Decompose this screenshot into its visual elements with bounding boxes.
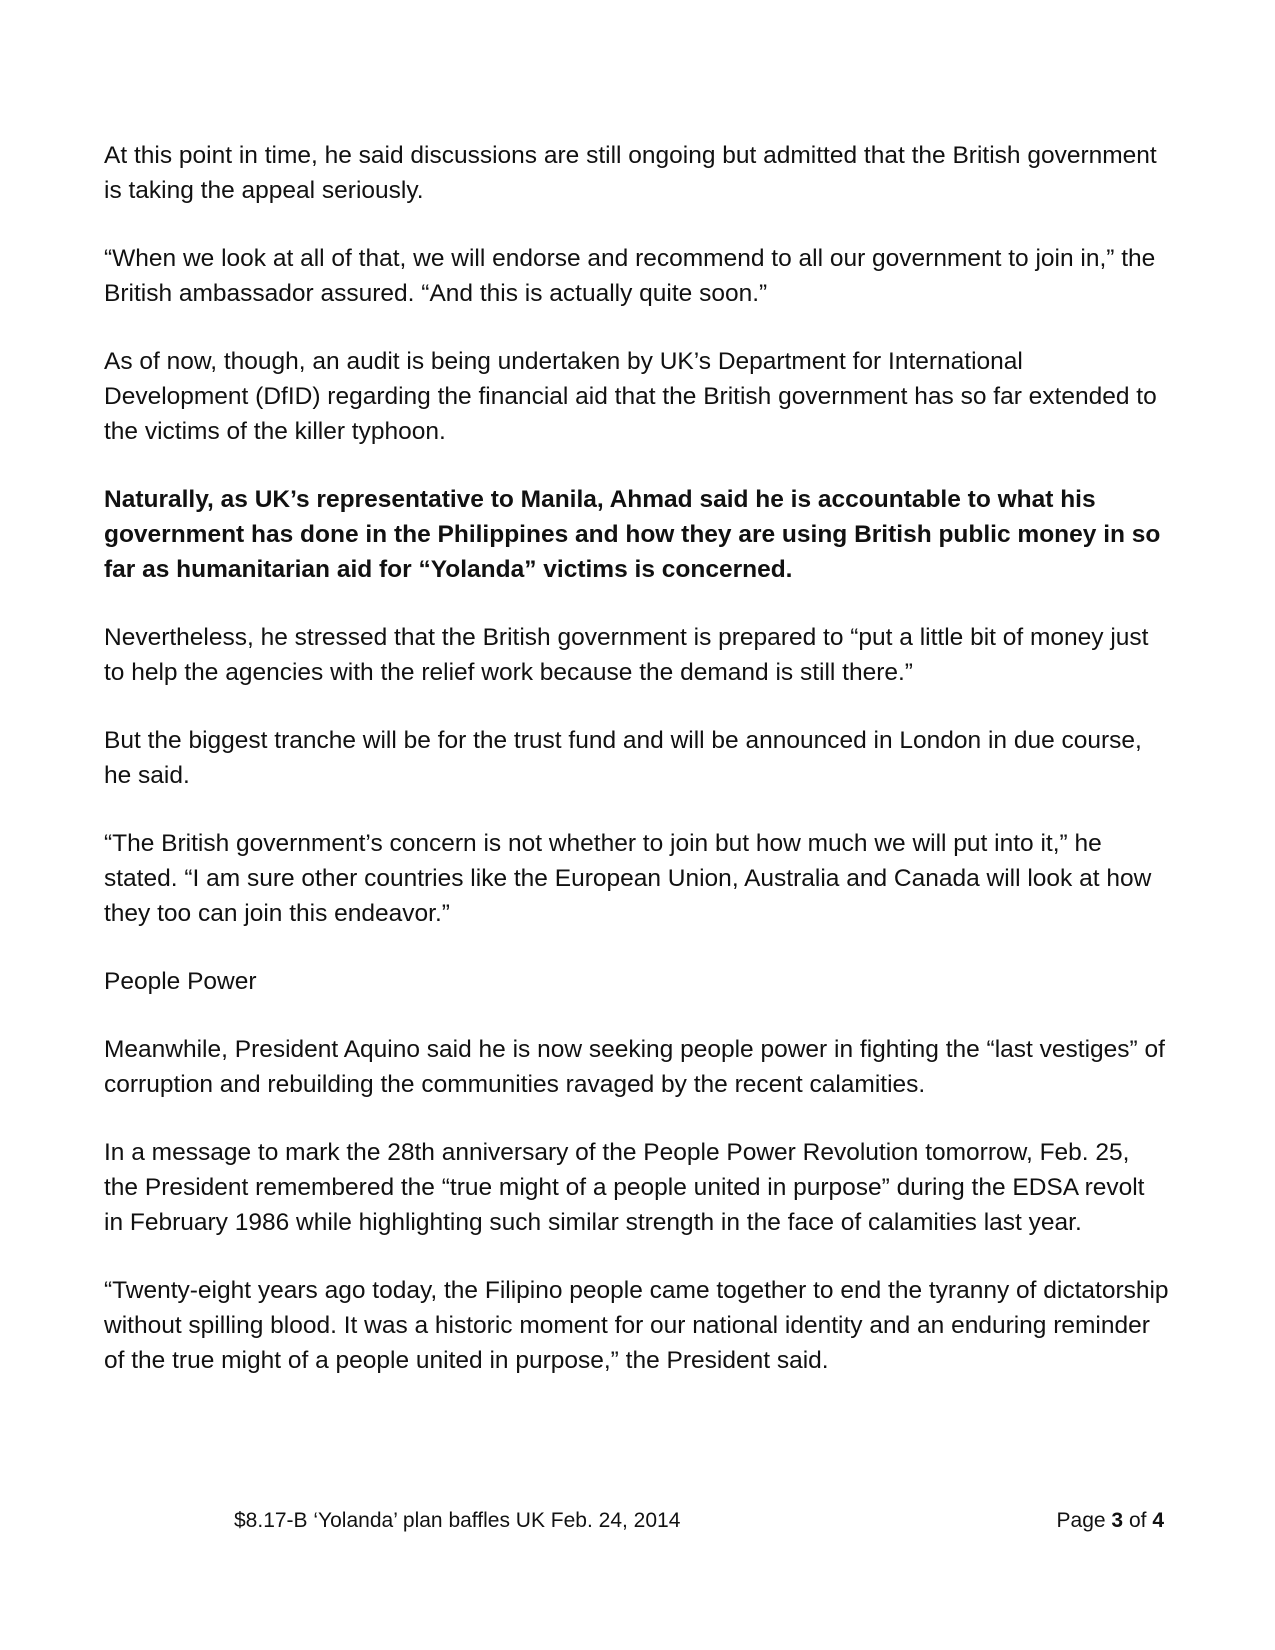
paragraph-7: “The British government’s concern is not whether to join but how much we will put into it,” he stated. “I am sure other countries like the European Union, Australia and Canada will look at how they too can join this endeavor.” xyxy=(104,830,1152,927)
paragraph-1: At this point in time, he said discussions are still ongoing but admitted that the British government is taking the appeal seriously. xyxy=(104,142,1157,204)
paragraph-11: “Twenty-eight years ago today, the Filipino people came together to end the tyranny of dictatorship without spilling blood. It was a historic moment for our national identity and an enduring reminder of the true might of a people united in purpose,” the President said. xyxy=(104,1277,1169,1374)
paragraph-4-bold: Naturally, as UK’s representative to Manila, Ahmad said he is accountable to what his government has done in the Philippines and how they are using British public money in so far as humanitarian aid for “Yolanda” victims is concerned. xyxy=(104,486,1161,583)
page-current: 3 xyxy=(1111,1509,1124,1532)
paragraph-5: Nevertheless, he stressed that the British government is prepared to “put a little bit of money just to help the agencies with the relief work because the demand is still there.” xyxy=(104,624,1149,686)
paragraph-10: In a message to mark the 28th anniversary of the People Power Revolution tomorrow, Feb. 25, the President remembered the “true might of a people united in purpose” during the EDSA revolt in February 1986 while highlighting such similar strength in the face of calamities last year. xyxy=(104,1139,1145,1236)
paragraph-6: But the biggest tranche will be for the trust fund and will be announced in London in due course, he said. xyxy=(104,727,1142,789)
article-body xyxy=(104,138,1169,1411)
paragraph-3: As of now, though, an audit is being undertaken by UK’s Department for International Development (DfID) regarding the financial aid that the British government has so far extended to the victims of the killer typhoon. xyxy=(104,348,1157,445)
paragraph-9: Meanwhile, President Aquino said he is now seeking people power in fighting the “last vestiges” of corruption and rebuilding the communities ravaged by the recent calamities. xyxy=(104,1036,1165,1098)
footer-title: $8.17-B ‘Yolanda’ plan baffles UK Feb. 24, 2014 xyxy=(234,1509,681,1532)
page-of: of xyxy=(1128,1509,1147,1532)
page-total: 4 xyxy=(1152,1509,1164,1532)
page-number xyxy=(1057,1506,1164,1536)
page-word: Page xyxy=(1056,1509,1106,1532)
section-heading-people-power: People Power xyxy=(104,968,257,995)
page-footer xyxy=(0,1506,1275,1536)
paragraph-2: “When we look at all of that, we will endorse and recommend to all our government to join in,” the British ambassador assured. “And this is actually quite soon.” xyxy=(104,245,1156,307)
